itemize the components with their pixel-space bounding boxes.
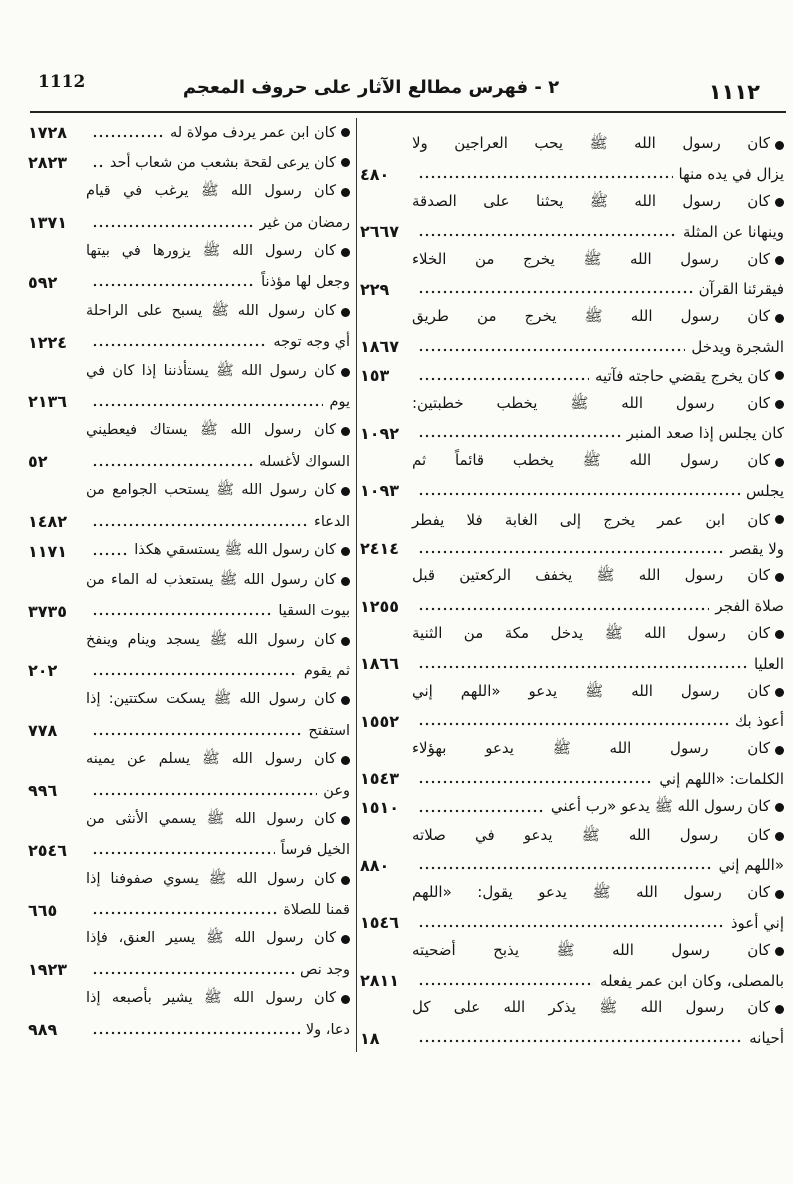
entry-first-line	[28, 297, 350, 327]
entry-first-line	[28, 985, 350, 1015]
entry-last-line	[28, 776, 350, 806]
bullet-icon	[341, 637, 350, 646]
entry-first-line	[28, 865, 350, 895]
bullet-icon	[341, 696, 350, 705]
entry-text: كان ابن عمر يخرج إلى الغابة فلا يفطر	[412, 510, 770, 529]
entry-first-line	[28, 477, 350, 507]
entry-last-line	[360, 275, 784, 304]
bullet-icon	[775, 947, 784, 956]
entry-last-line	[360, 966, 784, 995]
index-entry	[360, 937, 784, 995]
entry-continuation: الخيل فرساً	[280, 842, 350, 859]
index-entry	[360, 736, 784, 794]
entry-number: ٢١٣٦	[28, 392, 68, 412]
entry-number: ٢٨٢٣	[28, 153, 68, 173]
entry-first-line	[28, 746, 350, 776]
entry-text: كان رسول الله ﷺ يسوي صفوفنا إذا	[86, 870, 336, 887]
entry-number: ٧٧٨	[28, 721, 58, 741]
entry-text: كان رسول الله ﷺ يخرج من طريق	[412, 307, 770, 326]
dot-leader	[92, 904, 277, 916]
entry-text: كان يرعى لقحة بشعب من شعاب أحد	[109, 154, 336, 171]
bullet-icon	[775, 458, 784, 467]
entry-continuation: ثم يقوم	[303, 662, 350, 679]
entry-text: كان رسول الله ﷺ يخطب خطبتين:	[412, 393, 770, 412]
entry-text: كان رسول الله ﷺ يستاك فيعطيني	[86, 422, 336, 439]
entry-text: كان رسول الله ﷺ يحب العراجين ولا	[412, 134, 770, 153]
entry-last-line	[360, 909, 784, 938]
entry-continuation: وينهانا عن المثلة	[682, 222, 784, 241]
bullet-icon	[341, 427, 350, 436]
dot-leader	[92, 785, 317, 797]
index-entry	[360, 304, 784, 362]
index-entry	[28, 178, 350, 238]
index-entry	[28, 746, 350, 806]
index-entry	[360, 448, 784, 506]
entry-number: ١٥٥٢	[360, 711, 400, 731]
bullet-icon	[341, 816, 350, 825]
entry-last-line	[28, 955, 350, 985]
entry-last-line	[28, 208, 350, 238]
entry-number: ١٥٤٦	[360, 913, 400, 933]
entry-continuation: وعن	[323, 782, 350, 799]
index-entry	[28, 805, 350, 865]
entry-text: كان رسول الله ﷺ يذكر الله على كل	[412, 998, 770, 1017]
entry-first-line	[28, 805, 350, 835]
entry-continuation: يجلس	[746, 481, 784, 500]
dot-leader	[418, 226, 677, 238]
index-entry	[28, 357, 350, 417]
entry-number: ١٨٦٦	[360, 654, 400, 674]
entry-number: ١٠٩٢	[360, 423, 400, 443]
entry-text: كان يخرج يقضي حاجته فآتيه	[594, 366, 770, 385]
bullet-icon	[775, 371, 784, 380]
entry-text: كان رسول الله ﷺ يسجد وينام وينفخ	[86, 631, 336, 648]
entry-last-line	[360, 217, 784, 246]
entry-first-line	[360, 448, 784, 477]
index-entry	[360, 793, 784, 822]
entry-last-line	[28, 895, 350, 925]
entry-continuation: وجعل لها مؤذناً	[261, 274, 350, 291]
bullet-icon	[775, 141, 784, 150]
index-entry	[28, 865, 350, 925]
entry-number: ١٢٥٥	[360, 596, 400, 616]
bullet-icon	[775, 515, 784, 524]
entry-line	[360, 361, 784, 390]
dot-leader	[418, 341, 685, 353]
entry-last-line	[360, 765, 784, 794]
entry-text: كان رسول الله ﷺ يدعو بهؤلاء	[412, 739, 770, 758]
entry-continuation: وجد نص	[300, 961, 350, 978]
entry-number: ٢٨١١	[360, 971, 400, 990]
bullet-icon	[775, 400, 784, 409]
dot-leader	[418, 715, 729, 727]
entry-number: ١٢٢٤	[28, 332, 68, 352]
dot-leader	[92, 157, 104, 169]
entry-text: كان رسول الله ﷺ يزورها في بيتها	[86, 243, 336, 259]
entry-continuation: فيقرئنا القرآن	[698, 280, 784, 299]
entry-continuation: إني أعوذ	[730, 913, 784, 932]
entry-number: ١١٧١	[28, 541, 68, 561]
dot-leader	[418, 543, 724, 555]
entry-first-line	[360, 678, 784, 707]
index-entry	[28, 238, 350, 298]
entry-first-line	[360, 505, 784, 534]
entry-text: كان رسول الله ﷺ يستحب الجوامع من	[86, 482, 336, 499]
bullet-icon	[341, 128, 350, 137]
dot-leader	[92, 665, 298, 677]
entry-continuation: أحيانه	[749, 1029, 784, 1048]
entry-last-line	[360, 419, 784, 448]
entry-last-line	[28, 447, 350, 477]
entry-continuation: أعوذ بك	[734, 712, 784, 731]
entry-text: كان ابن عمر يردف مولاة له	[170, 124, 336, 141]
entry-first-line	[28, 238, 350, 268]
entry-last-line	[360, 160, 784, 189]
entry-line	[28, 118, 350, 148]
dot-leader	[418, 485, 740, 497]
entry-number: ٥٢	[28, 452, 48, 472]
page-number-latin: 1112	[38, 72, 86, 92]
entry-text: كان رسول الله ﷺ يسمي الأنثى من	[86, 810, 336, 827]
left-column	[28, 118, 350, 1045]
bullet-icon	[341, 876, 350, 885]
bullet-icon	[775, 1005, 784, 1014]
dot-leader	[92, 1024, 300, 1036]
dot-leader	[92, 844, 275, 856]
index-entry	[360, 621, 784, 679]
bullet-icon	[341, 935, 350, 944]
entry-first-line	[360, 621, 784, 650]
index-entry	[360, 995, 784, 1053]
right-column	[360, 131, 784, 1053]
dot-leader	[92, 336, 267, 348]
entry-text: كان رسول الله ﷺ يرغب في قيام	[86, 183, 336, 200]
dot-leader	[418, 802, 545, 814]
entry-continuation: الدعاء	[314, 513, 350, 530]
entry-first-line	[28, 178, 350, 208]
entry-continuation: الشجرة ويدخل	[691, 337, 784, 356]
entry-line	[28, 536, 350, 566]
dot-leader	[418, 859, 713, 871]
entry-continuation: العليا	[753, 654, 784, 673]
bullet-icon	[775, 832, 784, 841]
entry-number: ٢٢٩	[360, 279, 390, 299]
entry-first-line	[360, 189, 784, 218]
entry-number: ١٨٦٧	[360, 337, 400, 357]
entry-text: كان رسول الله ﷺ يسير العنق، فإذا	[86, 930, 336, 947]
index-entry	[28, 297, 350, 357]
bullet-icon	[341, 248, 350, 257]
entry-last-line	[28, 716, 350, 746]
entry-first-line	[360, 246, 784, 275]
entry-text: كان رسول الله ﷺ يستعذب له الماء من	[86, 571, 336, 588]
index-entry	[360, 246, 784, 304]
entry-first-line	[360, 736, 784, 765]
dot-leader	[418, 658, 748, 670]
entry-continuation: استفتح	[308, 722, 350, 739]
index-entry	[28, 566, 350, 626]
bullet-icon	[775, 688, 784, 697]
entry-last-line	[28, 507, 350, 537]
entry-number: ١٠٩٣	[360, 481, 400, 501]
bullet-icon	[775, 630, 784, 639]
entry-number: ٣٧٣٥	[28, 601, 68, 621]
entry-number: ٦٦٥	[28, 900, 58, 920]
entry-text: كان رسول الله ﷺ يشير بأصبعه إذا	[86, 990, 336, 1007]
dot-leader	[418, 283, 693, 295]
index-entry	[360, 390, 784, 448]
entry-number: ١٥٤٣	[360, 769, 400, 789]
entry-number: ٢٤١٤	[360, 539, 400, 559]
entry-number: ١٥١٠	[360, 798, 400, 818]
entry-last-line	[360, 851, 784, 880]
bullet-icon	[775, 573, 784, 582]
entry-number: ١٨	[360, 1028, 380, 1048]
index-entry	[360, 880, 784, 938]
entry-last-line	[28, 387, 350, 417]
entry-text: كان رسول الله ﷺ يدعو في صلاته	[412, 825, 770, 844]
dot-leader	[418, 1032, 743, 1044]
index-entry	[360, 822, 784, 880]
index-entry	[28, 417, 350, 477]
entry-first-line	[28, 417, 350, 447]
entry-last-line	[28, 267, 350, 297]
entry-number: ١٣٧١	[28, 213, 68, 233]
entry-number: ١٤٨٢	[28, 512, 68, 532]
entry-last-line	[28, 835, 350, 865]
entry-last-line	[28, 1015, 350, 1045]
dot-leader	[92, 396, 323, 408]
entry-text: كان رسول الله ﷺ يدعو «اللهم إني	[412, 681, 770, 700]
bullet-icon	[341, 368, 350, 377]
entry-last-line	[360, 649, 784, 678]
entry-text: كان رسول الله ﷺ يخفف الركعتين قبل	[412, 566, 770, 585]
column-divider	[356, 118, 357, 1052]
entry-first-line	[360, 822, 784, 851]
entry-last-line	[360, 707, 784, 736]
entry-number: ١٩٢٣	[28, 960, 68, 980]
entry-first-line	[360, 131, 784, 160]
entry-first-line	[28, 357, 350, 387]
bullet-icon	[775, 256, 784, 265]
bullet-icon	[775, 746, 784, 755]
entry-last-line	[360, 534, 784, 563]
dot-leader	[418, 427, 621, 439]
entry-first-line	[28, 686, 350, 716]
entry-number: ١٧٢٨	[28, 123, 68, 143]
dot-leader	[92, 276, 255, 288]
entry-first-line	[28, 566, 350, 596]
dot-leader	[418, 600, 709, 612]
entry-continuation: ولا يقصر	[730, 539, 784, 558]
bullet-icon	[341, 158, 350, 167]
entry-continuation: بيوت السقيا	[278, 603, 350, 620]
page-number-arabic: ١١١٢	[708, 80, 760, 104]
dot-leader	[418, 168, 673, 180]
entry-first-line	[360, 304, 784, 333]
entry-number: ٢٥٤٦	[28, 840, 68, 860]
dot-leader	[418, 975, 594, 987]
entry-last-line	[28, 656, 350, 686]
bullet-icon	[775, 314, 784, 323]
entry-text: كان رسول الله ﷺ يحثنا على الصدقة	[412, 191, 770, 210]
entry-continuation: «اللهم إني	[718, 856, 784, 875]
index-entry	[28, 985, 350, 1045]
dot-leader	[92, 545, 128, 557]
dot-leader	[418, 917, 725, 929]
entry-text: كان رسول الله ﷺ يخرج من الخلاء	[412, 249, 770, 268]
entry-continuation: قمنا للصلاة	[283, 902, 350, 919]
index-entry	[360, 563, 784, 621]
entry-continuation: أي وجه توجه	[273, 334, 350, 351]
entry-last-line	[360, 592, 784, 621]
entry-text: كان رسول الله ﷺ يسكت سكتتين: إذا	[86, 691, 336, 708]
bullet-icon	[341, 188, 350, 197]
index-entry	[28, 686, 350, 746]
entry-first-line	[360, 995, 784, 1024]
entry-number: ٢٦٦٧	[360, 222, 400, 242]
bullet-icon	[775, 198, 784, 207]
bullet-icon	[341, 487, 350, 496]
entry-continuation: الكلمات: «اللهم إني	[659, 769, 784, 788]
bullet-icon	[341, 756, 350, 765]
entry-number: ٢٠٢	[28, 661, 58, 681]
entry-first-line	[360, 563, 784, 592]
entry-continuation: رمضان من غير	[259, 214, 350, 231]
dot-leader	[92, 964, 294, 976]
entry-continuation: كان يجلس إذا صعد المنبر	[626, 424, 784, 443]
index-entry	[360, 678, 784, 736]
index-entry	[28, 118, 350, 148]
entry-continuation: صلاة الفجر	[715, 597, 784, 616]
entry-line	[28, 148, 350, 178]
index-entry	[360, 131, 784, 189]
entry-first-line	[28, 925, 350, 955]
entry-text: كان رسول الله ﷺ يسلم عن يمينه	[86, 751, 336, 768]
entry-continuation: بالمصلى، وكان ابن عمر يفعله	[599, 971, 784, 990]
entry-first-line	[360, 880, 784, 909]
entry-first-line	[28, 626, 350, 656]
entry-last-line	[360, 477, 784, 506]
index-entry	[360, 361, 784, 390]
index-entry	[360, 189, 784, 247]
entry-text: كان رسول الله ﷺ يسبح على الراحلة	[86, 302, 336, 319]
bullet-icon	[341, 577, 350, 586]
index-entry	[28, 925, 350, 985]
entry-text: كان رسول الله ﷺ يخطب قائماً ثم	[412, 451, 770, 470]
running-title: ٢ - فهرس مطالع الآثار على حروف المعجم	[182, 77, 560, 98]
entry-line	[360, 793, 784, 822]
entry-text: كان رسول الله ﷺ يذبح أضحيته	[412, 940, 770, 959]
entry-text: كان رسول الله ﷺ يستسقي هكذا	[134, 541, 336, 558]
entry-text: كان رسول الله ﷺ يستأذننا إذا كان في	[86, 362, 336, 379]
entry-number: ٨٨٠	[360, 855, 390, 875]
bullet-icon	[341, 308, 350, 317]
dot-leader	[92, 725, 302, 737]
index-entry	[28, 148, 350, 178]
entry-number: ٩٨٩	[28, 1020, 58, 1040]
entry-last-line	[28, 327, 350, 357]
dot-leader	[418, 370, 589, 382]
dot-leader	[92, 516, 308, 528]
entry-number: ٤٨٠	[360, 164, 390, 184]
index-entry	[360, 505, 784, 563]
entry-last-line	[360, 1024, 784, 1053]
bullet-icon	[341, 995, 350, 1004]
bullet-icon	[341, 547, 350, 556]
entry-continuation: السواك لأغسله	[259, 453, 350, 470]
entry-first-line	[360, 937, 784, 966]
entry-number: ٥٩٢	[28, 272, 58, 292]
entry-text: كان رسول الله ﷺ يدعو يقول: «اللهم	[412, 883, 770, 902]
dot-leader	[92, 127, 164, 139]
index-entry	[28, 626, 350, 686]
entry-number: ٩٩٦	[28, 781, 58, 801]
entry-continuation: دعا، ولا	[305, 1021, 350, 1038]
index-entry	[28, 536, 350, 566]
entry-continuation: يوم	[329, 393, 350, 410]
entry-last-line	[360, 333, 784, 362]
entry-number: ١٥٣	[360, 366, 390, 386]
entry-text: كان رسول الله ﷺ يدخل مكة من الثنية	[412, 623, 770, 642]
entry-first-line	[360, 390, 784, 419]
bullet-icon	[775, 890, 784, 899]
dot-leader	[418, 773, 653, 785]
entry-last-line	[28, 596, 350, 626]
index-entry	[28, 477, 350, 537]
header-rule	[30, 111, 786, 113]
dot-leader	[92, 605, 272, 617]
entry-text: كان رسول الله ﷺ يدعو «رب أعني	[550, 796, 770, 815]
bullet-icon	[775, 803, 784, 812]
dot-leader	[92, 456, 253, 468]
dot-leader	[92, 217, 254, 229]
entry-continuation: يزال في يده منها	[678, 165, 784, 184]
